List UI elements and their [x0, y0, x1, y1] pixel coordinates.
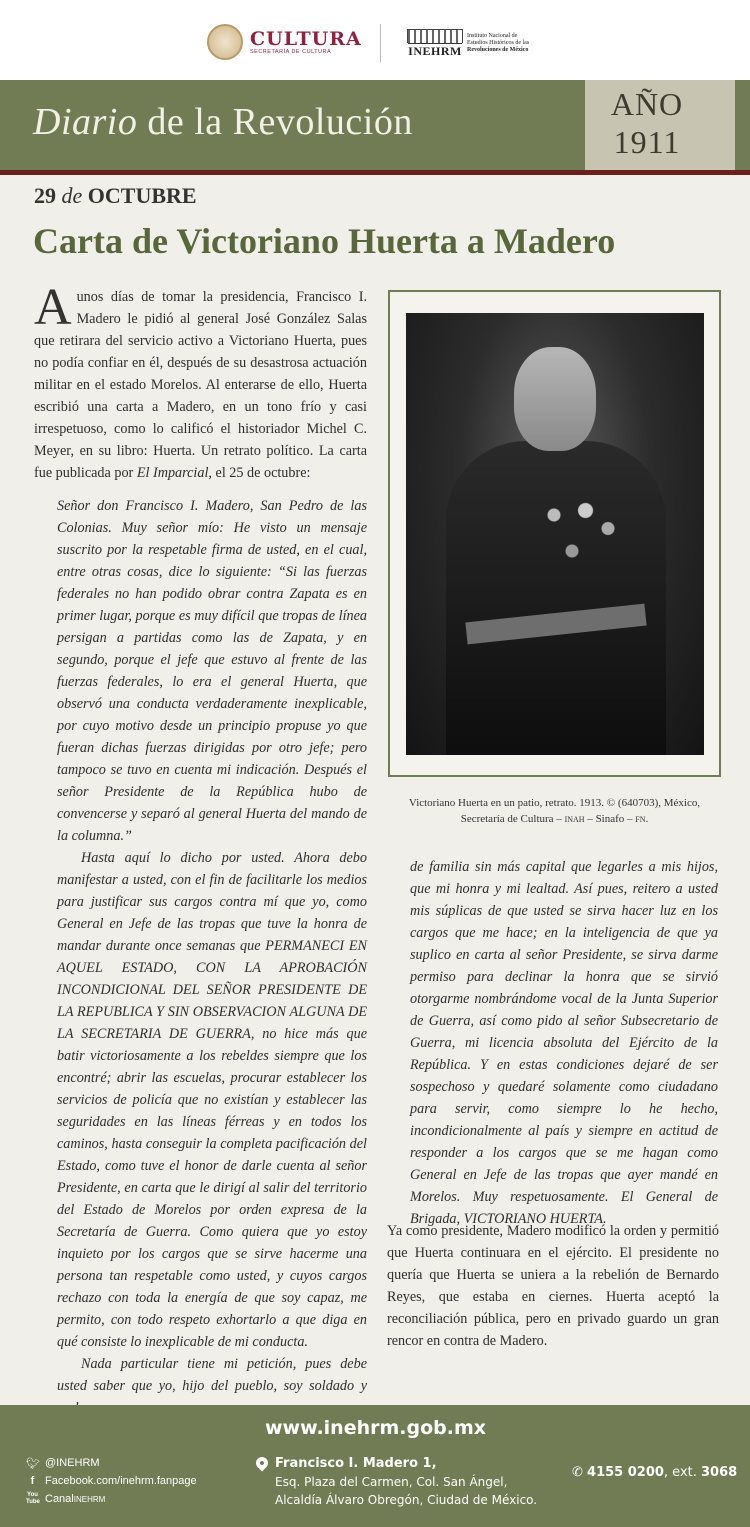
- location-pin-icon: [254, 1455, 271, 1472]
- series-title-italic: Diario: [33, 101, 138, 143]
- phone-number[interactable]: [572, 1465, 737, 1480]
- photo-frame: [388, 290, 721, 777]
- portrait-medals: [536, 488, 626, 578]
- phone-main: 4155 0200: [587, 1465, 664, 1480]
- letter-quote: [57, 495, 367, 1419]
- social-links: [26, 1454, 197, 1508]
- letter-paragraph: Nada particular tiene mi petición, pues debe usted saber que yo, hijo del pueblo, soy soldado y: [57, 1356, 367, 1394]
- inehrm-desc-line: Instituto Nacional de: [467, 32, 518, 39]
- inehrm-description: [467, 33, 567, 54]
- year-tab: [585, 80, 735, 170]
- letter-paragraph: de familia sin más capital que legarles a mis hijos, que mi honra y mi lealtad. Así pues, reitero a usted mis súplicas de que usted se sirva hacer luz en los cargos que me hace; en la inteligencia de que ya suplico en carta al señor Presidente, se sirva darme permiso para declinar la honra que se sirvió otorgarme nombrándome vocal de la Junta Superior de Guerra, así como pido al señor Subsecretario de Guerra, mi licencia absoluta del Ejército de la República. Y en estas condiciones dejaré de ser sospechoso y quedaré solamente como ciudadano para servir, como siempre lo he hecho, incondicionalmente al país y siempre en actitud de responder a los cargos que se me hagan como General en Jefe de las tropas que ayer mandé en Morelos. Muy respetuosamente. El General de Brigada, VICTORIANO HUERTA.: [410, 859, 718, 1227]
- footer: [0, 1405, 750, 1527]
- twitter-link[interactable]: [26, 1454, 197, 1472]
- phone-ext: 3068: [701, 1465, 738, 1480]
- youtube-link[interactable]: [26, 1490, 197, 1508]
- lead-text: unos días de tomar la presidencia, Francisco I. Madero le pidió al general José González Salas que retirara del servicio activo a Victoriano Huerta, pues no podía confiar en él, después de su desastrosa actuación militar en el estado Morelos. Al enterarse de ello, Huerta escribió una carta a Madero, en un tono frío y casi irrespetuoso, como lo calificó el historiador Michel C. Meyer, en su libro: Huerta. Un retrato político. La carta fue publicada por: [34, 289, 367, 481]
- letter-paragraph: Hasta aquí lo dicho por usted. Ahora debo manifestar a usted, con el fin de facilitarle los medios para justificar sus cargos contra mí que yo, como General en Jefe de las tropas que tuve la honra de mandar durante once semanas que PERMANECI EN AQUEL ESTADO, CON LA APROBACIÓN INCONDICIONAL DEL SEÑOR PRESIDENTE DE LA REPUBLICA Y SIN OBSERVACION ALGUNA DE LA SECRETARIA DE GUERRA, no hice más que batir victoriosamente a los rebeldes siempre que los encontré; abrir las escuelas, procurar establecer los servicios de policía que no existían y establecer las seguridades en las líneas férreas y en todos los caminos, hasta conseguir la completa pacificación del Estado, como tuve el honor de darle cuenta al señor Presidente, en carta que le dirigí al salir del territorio del Estado de Morelos por orden expresa de la Secretaría de Guerra. Como quiera que yo estoy inquieto por los cargos que se sirve hacerme una persona tan respetable como usted, y cuyos cargos rechazo con toda la energía de que soy capaz, me permito, con todo respeto exhortarlo a que diga en qué consiste lo inexplicable de mi conducta.: [57, 850, 367, 1350]
- title-band-rule: [0, 170, 750, 175]
- phone-ext-label: , ext.: [663, 1465, 702, 1480]
- caption-text: – Sinafo –: [584, 813, 636, 825]
- date-day: 29: [34, 183, 56, 208]
- date-month: OCTUBRE: [87, 183, 197, 208]
- inehrm-desc-line: Revoluciones de México: [467, 46, 529, 53]
- closing-text: Ya como presidente, Madero modificó la orden y permitió que Huerta continuara en el ejército. El presidente no quería que Huerta se uniera a la rebelión de Bernardo Reyes, que estaba en ciernes. Huerta aceptó la reconciliación pública, pero en privado guardo un gran rencor en contra de Madero.: [387, 1223, 719, 1349]
- address-line: Esq. Plaza del Carmen, Col. San Ángel,: [275, 1475, 508, 1489]
- lead-text-end: , el 25 de octubre:: [208, 465, 311, 481]
- youtube-icon: You Tube: [26, 1492, 40, 1505]
- article-headline: Carta de Victoriano Huerta a Madero: [33, 221, 616, 261]
- caption-text: Victoriano Huerta en un patio, retrato. 1913. © (640703), México, Secretaría de Cultura –: [408, 797, 701, 825]
- top-header: [0, 0, 750, 80]
- facebook-link[interactable]: [26, 1472, 197, 1490]
- website-link[interactable]: www.inehrm.gob.mx: [265, 1417, 487, 1439]
- year-value: 1911: [613, 124, 681, 160]
- inehrm-desc-line: Estudios Históricos de las: [467, 39, 530, 46]
- letter-continuation: [410, 856, 718, 1230]
- twitter-icon: 🐦︎: [26, 1457, 40, 1470]
- cultura-name: CULTURA: [250, 28, 362, 50]
- year-label: AÑO: [610, 86, 684, 122]
- youtube-channel: INEHRM: [73, 1494, 106, 1504]
- series-title: [33, 100, 413, 144]
- logo-divider: [380, 24, 381, 62]
- caption-fn: fn: [635, 813, 646, 825]
- letter-paragraph: Señor don Francisco I. Madero, San Pedro de las Colonias. Muy señor mío: He visto un mensaje suscrito por la respetable firma de usted, en el cual, entre otras cosas, dice lo siguiente: “Si las fuerzas federales no han podido obrar contra Zapata es en primer lugar, porque es muy difícil que tropas de línea persigan a partidas como las de Zapata, y en segundo, porque el jefe que estuvo al frente de las fuerzas federales, lo era el general Huerta, que observó una conducta verdaderamente inexplicable, por cuyo motivo desde un principio propuse yo que fueran dichas fuerzas dirigidas por otro jefe; pero tampoco se tuvo en cuenta mi indicación. Después el señor Presidente de la República hubo de convencerse y separó al general Huerta del mando de la columna.”: [57, 498, 367, 844]
- address: [275, 1455, 537, 1509]
- caption-text: .: [645, 813, 649, 825]
- address-line: Francisco I. Madero 1,: [275, 1456, 437, 1471]
- youtube-label: Canal: [45, 1493, 74, 1505]
- caption-inah: inah: [564, 813, 585, 825]
- facebook-icon: f: [30, 1475, 35, 1487]
- phone-icon: ✆: [572, 1465, 588, 1480]
- inehrm-wordmark: INEHRM: [408, 43, 462, 58]
- cultura-logo[interactable]: [207, 22, 362, 62]
- photo-caption: [388, 795, 721, 827]
- lead-paragraph: [34, 279, 367, 484]
- huerta-portrait-photo[interactable]: [406, 313, 704, 755]
- address-line: Alcaldía Álvaro Obregón, Ciudad de México.: [275, 1493, 538, 1507]
- inehrm-logo[interactable]: [407, 27, 567, 59]
- facebook-url: Facebook.com/inehrm.fanpage: [45, 1475, 197, 1487]
- cultura-subtitle: SECRETARÍA DE CULTURA: [250, 49, 332, 55]
- closing-paragraph: [387, 1220, 719, 1352]
- twitter-handle: @INEHRM: [45, 1457, 100, 1469]
- date-connector: de: [56, 183, 88, 208]
- portrait-head: [514, 347, 596, 451]
- article-date: [34, 183, 197, 209]
- drop-cap: A: [34, 279, 72, 336]
- series-title-rest: de la Revolución: [137, 101, 413, 143]
- mexico-seal-icon: [207, 24, 243, 60]
- newspaper-name: El Imparcial: [136, 465, 209, 481]
- building-icon: [407, 29, 463, 43]
